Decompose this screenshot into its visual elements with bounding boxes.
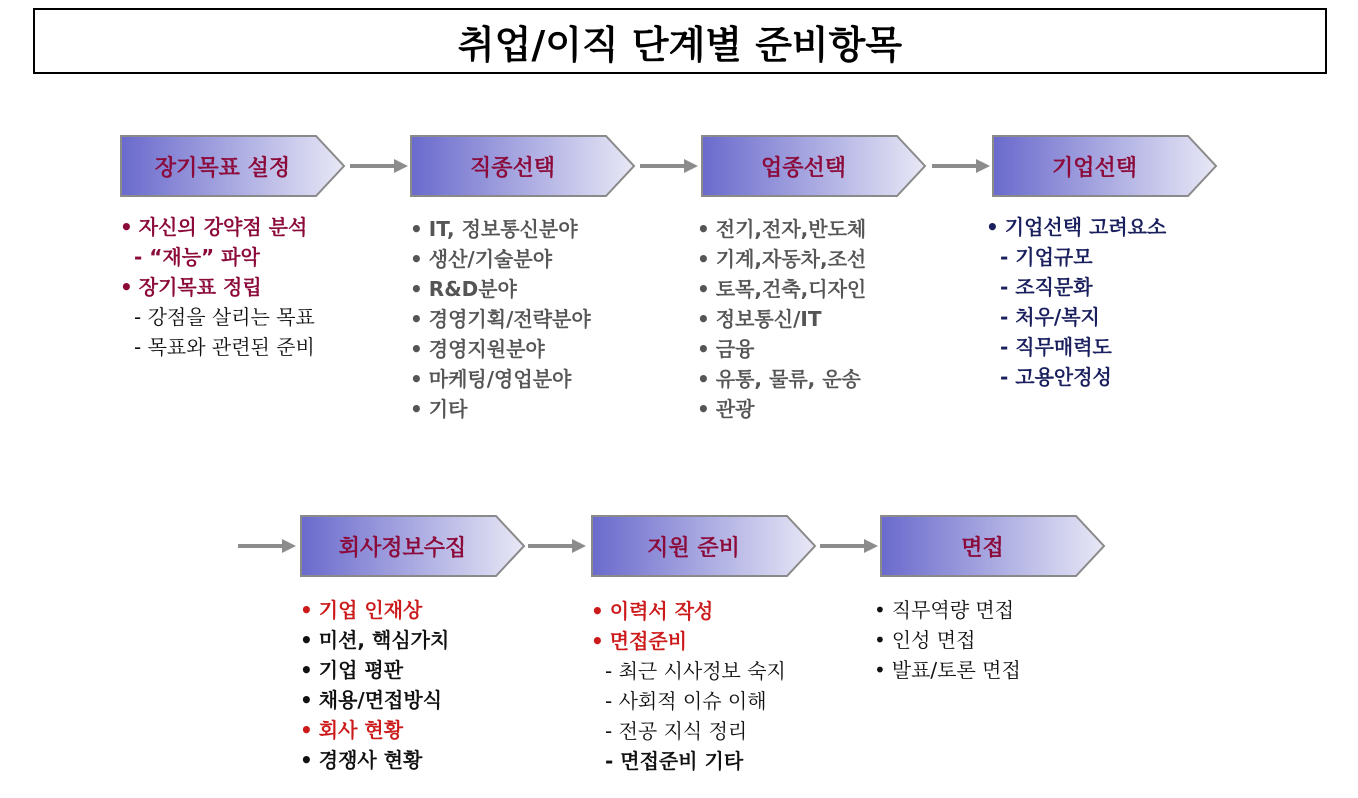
bullet-item: • 관광 [697, 394, 866, 424]
stage-industry [701, 135, 927, 197]
stage-item-list [120, 212, 315, 362]
bullet-item: • 기업 평판 [300, 655, 449, 685]
sub-item: - 기업규모 [986, 242, 1166, 272]
flow-arrow [932, 159, 992, 173]
flow-arrow [238, 539, 298, 553]
flow-arrow [820, 539, 880, 553]
bullet-item: • 기계,자동차,조선 [697, 244, 866, 274]
sub-item: - 목표와 관련된 준비 [120, 332, 315, 362]
bullet-item: • 경쟁사 현황 [300, 745, 449, 775]
stage-label: 장기목표 설정 [154, 155, 291, 181]
stage-label: 업종선택 [760, 155, 846, 181]
bullet-item: • 채용/면접방식 [300, 685, 449, 715]
stage-interview [880, 515, 1106, 577]
bullet-item: • IT, 정보통신분야 [410, 214, 591, 244]
stage-label: 회사정보수집 [338, 535, 467, 561]
flow-arrow [640, 159, 700, 173]
bullet-item: • 이력서 작성 [591, 596, 786, 626]
stage-job-type [410, 135, 636, 197]
stage-item-list [591, 596, 786, 776]
bullet-item: • 경영기획/전략분야 [410, 304, 591, 334]
bullet-item: • R&D분야 [410, 274, 591, 304]
bullet-item: • 토목,건축,디자인 [697, 274, 866, 304]
bullet-item: • 미션, 핵심가치 [300, 625, 449, 655]
flow-arrow [528, 539, 588, 553]
bullet-item: • 경영지원분야 [410, 334, 591, 364]
bullet-item: • 직무역량 면접 [874, 595, 1021, 625]
sub-item: - 전공 지식 정리 [591, 716, 786, 746]
bullet-item: • 면접준비 [591, 626, 786, 656]
stage-label: 면접 [961, 535, 1004, 561]
stage-item-list [986, 212, 1166, 392]
stage-item-list [410, 214, 591, 424]
bullet-item: • 정보통신/IT [697, 304, 866, 334]
stage-label: 지원 준비 [647, 535, 740, 561]
bullet-item: • 유통, 물류, 운송 [697, 364, 866, 394]
stage-item-list [874, 595, 1021, 685]
stage-item-list [697, 214, 866, 424]
stage-company-select [992, 135, 1218, 197]
sub-item: - 사회적 이슈 이해 [591, 686, 786, 716]
bullet-item: • 기업 인재상 [300, 595, 449, 625]
bullet-item: • 전기,전자,반도체 [697, 214, 866, 244]
stage-label: 기업선택 [1051, 155, 1137, 181]
sub-item: - 강점을 살리는 목표 [120, 302, 315, 332]
bullet-item: • 생산/기술분야 [410, 244, 591, 274]
stage-long-term-goal [120, 135, 346, 197]
sub-item: - 조직문화 [986, 272, 1166, 302]
bullet-item: • 마케팅/영업분야 [410, 364, 591, 394]
stage-label: 직종선택 [469, 155, 555, 181]
bullet-item: • 자신의 강약점 분석 [120, 212, 315, 242]
sub-item: - 면접준비 기타 [591, 746, 786, 776]
sub-item: - 직무매력도 [986, 332, 1166, 362]
sub-item: - 고용안정성 [986, 362, 1166, 392]
bullet-item: • 발표/토론 면접 [874, 655, 1021, 685]
sub-item: - “재능” 파악 [120, 242, 315, 272]
bullet-item: • 인성 면접 [874, 625, 1021, 655]
bullet-item: • 금융 [697, 334, 866, 364]
stage-application-prep [591, 515, 817, 577]
bullet-item: • 기업선택 고려요소 [986, 212, 1166, 242]
flow-arrow [350, 159, 410, 173]
bullet-item: • 장기목표 정립 [120, 272, 315, 302]
bullet-item: • 회사 현황 [300, 715, 449, 745]
sub-item: - 처우/복지 [986, 302, 1166, 332]
stage-company-info [300, 515, 526, 577]
stage-item-list [300, 595, 449, 775]
page-title: 취업/이직 단계별 준비항목 [33, 8, 1327, 74]
bullet-item: • 기타 [410, 394, 591, 424]
sub-item: - 최근 시사정보 숙지 [591, 656, 786, 686]
